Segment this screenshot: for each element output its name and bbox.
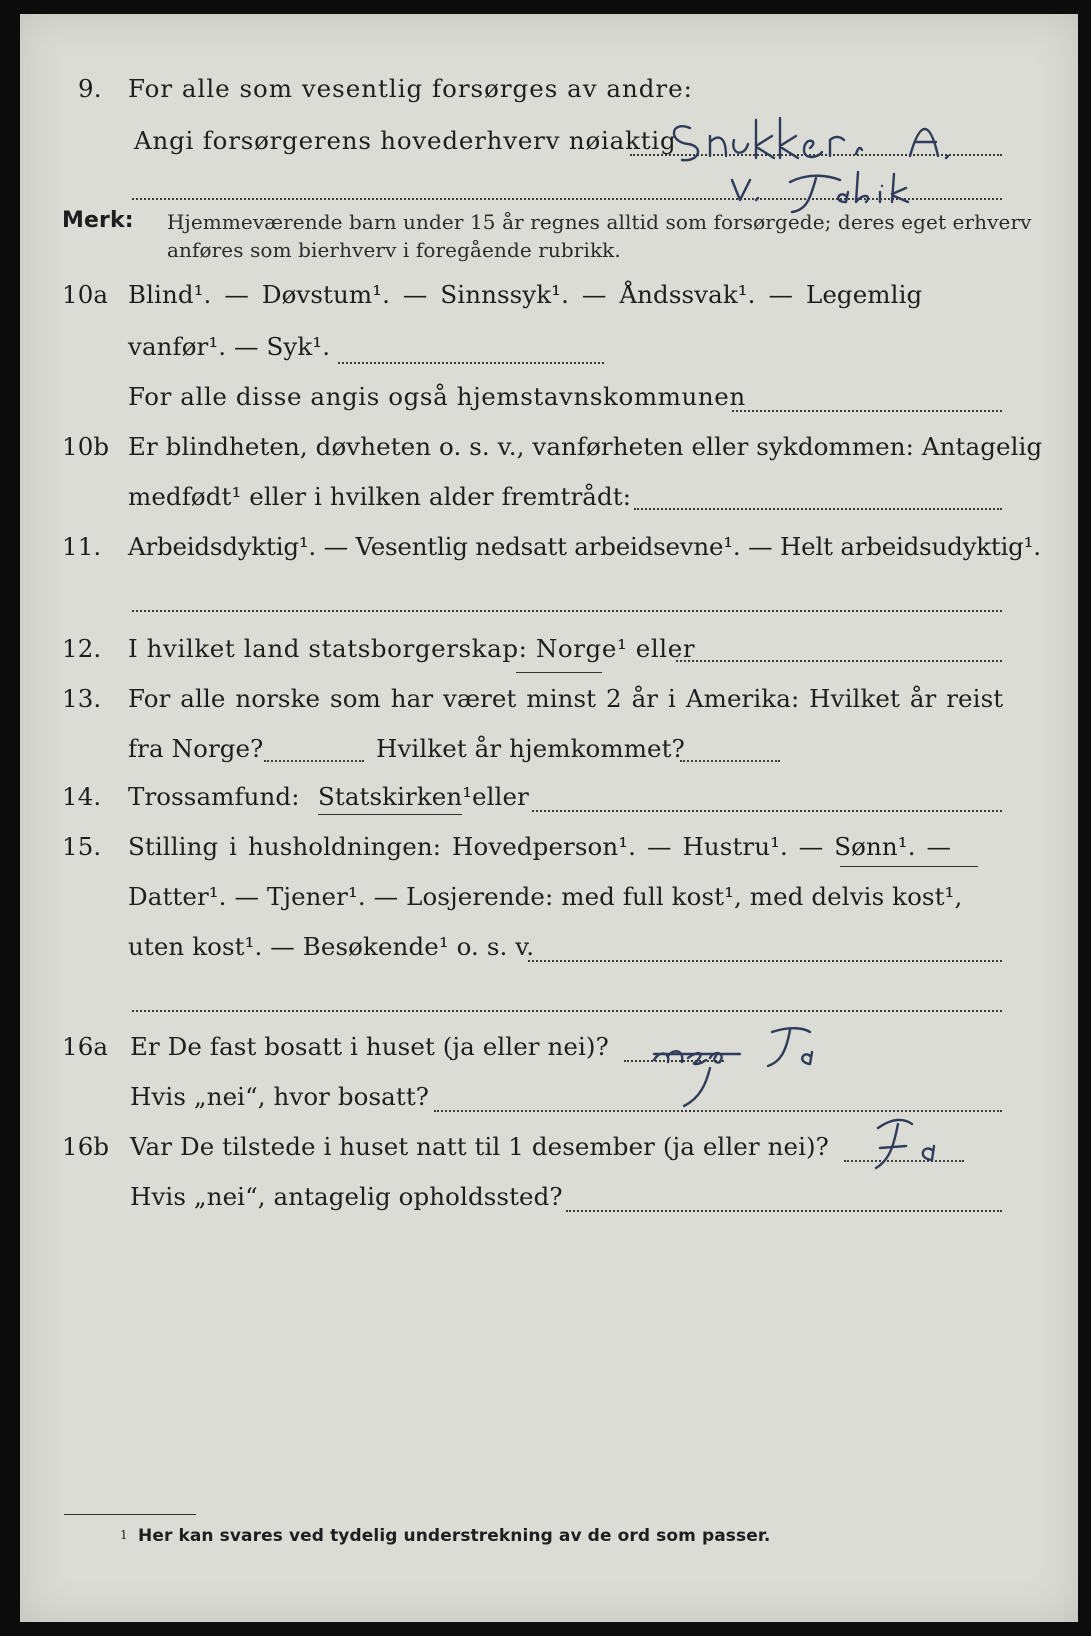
footnote-marker: 1 bbox=[120, 1528, 128, 1542]
q14-eller: eller bbox=[472, 782, 529, 811]
q15-answer-line2 bbox=[132, 1010, 1002, 1012]
handwritten-16a-answer bbox=[640, 1022, 840, 1112]
q16b-number: 16b bbox=[62, 1132, 110, 1161]
q15-answer-line1 bbox=[528, 960, 1002, 962]
q12-answer-line bbox=[676, 660, 1002, 662]
q14-label: Trossamfund: bbox=[128, 782, 300, 811]
q16b-text-line2: Hvis „nei“, antagelig opholdssted? bbox=[130, 1182, 563, 1211]
q9-text-line2: Angi forsørgerens hovederhverv nøiaktig bbox=[134, 126, 677, 155]
q13-text-line1: For alle norske som har været minst 2 år i Amerika: Hvilket år reist bbox=[128, 684, 1004, 713]
q9-text-line1: For alle som vesentlig forsørges av andre: bbox=[128, 74, 693, 103]
footnote-rule bbox=[64, 1514, 196, 1515]
q12-number: 12. bbox=[62, 634, 102, 663]
q16b-answer-line2 bbox=[566, 1210, 1002, 1212]
q10a-answer-line1 bbox=[338, 362, 604, 364]
q16a-number: 16a bbox=[62, 1032, 109, 1061]
norge-underline bbox=[516, 672, 602, 673]
q15-text-line2: Datter¹. — Tjener¹. — Losjerende: med full kost¹, med delvis kost¹, bbox=[128, 882, 963, 911]
merk-note-line1: Hjemmeværende barn under 15 år regnes alltid som forsørgede; deres eget erhverv bbox=[167, 210, 1032, 234]
q10a-answer-line2 bbox=[732, 410, 1002, 412]
q12-text-line1: I hvilket land statsborgerskap: Norge¹ eller bbox=[128, 634, 696, 663]
q10b-answer-line bbox=[634, 508, 1002, 510]
q14-number: 14. bbox=[62, 782, 102, 811]
q16a-text-line2: Hvis „nei“, hvor bosatt? bbox=[130, 1082, 430, 1111]
q13-answer-hjemkommet bbox=[680, 760, 780, 762]
merk-note-line2: anføres som bierhverv i foregående rubrikk. bbox=[167, 238, 621, 262]
q14-answer-line bbox=[532, 810, 1002, 812]
q10a-text-line2: vanfør¹. — Syk¹. bbox=[128, 332, 331, 361]
q10a-text-line3: For alle disse angis også hjemstavnskommunen bbox=[128, 382, 746, 411]
handwritten-snekker-answer bbox=[660, 110, 1010, 220]
q15-text-line1: Stilling i husholdningen: Hovedperson¹. — Hustru¹. — Sønn¹. — bbox=[128, 832, 952, 861]
merk-label: Merk: bbox=[62, 208, 134, 233]
q10a-text-line1: Blind¹. — Døvstum¹. — Sinnssyk¹. — Åndssvak¹. — Legemlig bbox=[128, 280, 923, 309]
sonn-underline bbox=[840, 866, 978, 867]
q9-number: 9. bbox=[78, 74, 102, 103]
handwritten-16b-answer bbox=[870, 1114, 960, 1178]
statskirken-underline bbox=[318, 814, 462, 815]
q10a-number: 10a bbox=[62, 280, 109, 309]
q11-number: 11. bbox=[62, 532, 102, 561]
q10b-text-line1: Er blindheten, døvheten o. s. v., vanførheten eller sykdommen: Antagelig bbox=[128, 432, 1043, 461]
q15-text-line3: uten kost¹. — Besøkende¹ o. s. v. bbox=[128, 932, 535, 961]
q10b-text-line2: medfødt¹ eller i hvilken alder fremtrådt: bbox=[128, 482, 632, 511]
q11-text-line1: Arbeidsdyktig¹. — Vesentlig nedsatt arbeidsevne¹. — Helt arbeidsudyktig¹. bbox=[128, 532, 1041, 561]
q15-number: 15. bbox=[62, 832, 102, 861]
q16a-text-line1: Er De fast bosatt i huset (ja eller nei)? bbox=[130, 1032, 609, 1061]
footnote-text: Her kan svares ved tydelig understrekning av de ord som passer. bbox=[138, 1526, 771, 1546]
census-form-page bbox=[20, 14, 1078, 1622]
q10b-number: 10b bbox=[62, 432, 110, 461]
q13-text-line2a: fra Norge? bbox=[128, 734, 264, 763]
q13-text-line2b: Hvilket år hjemkommet? bbox=[376, 734, 685, 763]
q13-answer-reist bbox=[264, 760, 364, 762]
q14-statskirken: Statskirken¹ bbox=[318, 782, 473, 811]
q16b-text-line1: Var De tilstede i huset natt til 1 desember (ja eller nei)? bbox=[130, 1132, 829, 1161]
q11-answer-line bbox=[132, 610, 1002, 612]
q13-number: 13. bbox=[62, 684, 102, 713]
